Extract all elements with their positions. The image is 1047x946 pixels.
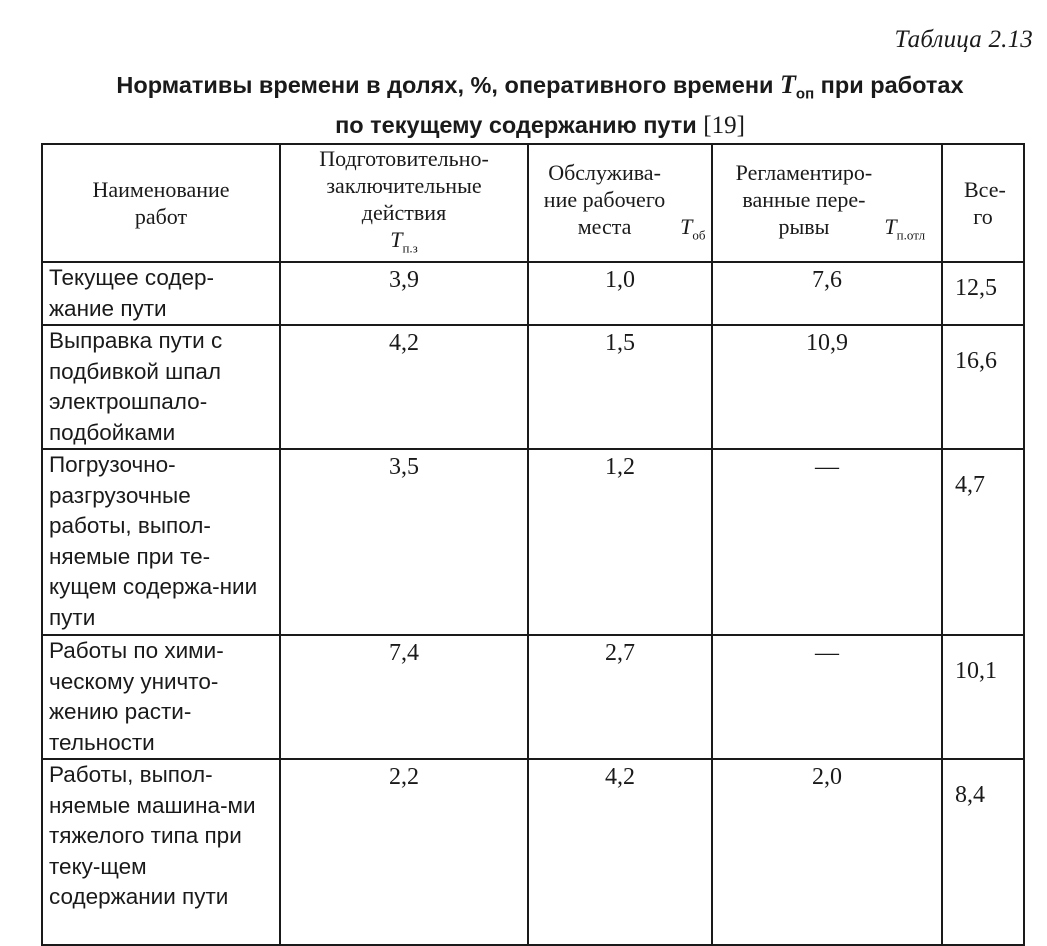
row-prep: 3,9 [280, 262, 528, 325]
row-name: Работы по хими-ческому уничто-жению расти-тельности [42, 635, 280, 759]
row-total: 4,7 [942, 449, 1024, 635]
row-reg: 2,0 [712, 759, 942, 945]
header-serv-text: Обслужива-ние рабочего места [543, 159, 666, 239]
row-name: Работы, выпол-няемые машина-ми тяжелого типа при теку-щем содержании пути [42, 759, 280, 945]
header-reg [712, 144, 942, 262]
row-reg [712, 635, 942, 759]
empty-dash: — [815, 640, 839, 667]
row-serv: 4,2 [528, 759, 712, 945]
norms-table [41, 143, 1025, 946]
row-total: 10,1 [942, 635, 1024, 759]
row-prep: 2,2 [280, 759, 528, 945]
header-total [942, 144, 1024, 262]
header-prep [280, 144, 528, 262]
header-row [42, 144, 1024, 262]
empty-dash: — [815, 454, 839, 481]
header-reg-symbol: T [884, 213, 897, 239]
table-row [42, 449, 1024, 635]
row-prep: 4,2 [280, 325, 528, 449]
row-serv: 1,5 [528, 325, 712, 449]
header-prep-sub: п.з [402, 240, 418, 256]
header-reg-text: Регламентиро-ванные пере-рывы [735, 159, 873, 239]
table-number: Таблица 2.13 [894, 26, 1033, 53]
header-serv [528, 144, 712, 262]
row-reg: 10,9 [712, 325, 942, 449]
row-prep: 7,4 [280, 635, 528, 759]
table-row [42, 635, 1024, 759]
header-serv-symbol: T [680, 213, 693, 239]
caption-math-subscript: оп [795, 85, 815, 103]
table-caption [60, 70, 1020, 141]
row-serv: 1,2 [528, 449, 712, 635]
caption-text-2: при работах [814, 72, 964, 98]
header-serv-sub: об [692, 226, 706, 242]
row-name: Погрузочно-разгрузочные работы, выпол-няемые при те-кущем содержа-нии пути [42, 449, 280, 635]
header-prep-text: Подготовительно-заключительные действия [319, 146, 489, 225]
table-row [42, 759, 1024, 945]
header-total-text: Все-го [964, 177, 1006, 230]
caption-text-1: Нормативы времени в долях, %, оперативного времени [116, 72, 781, 98]
header-reg-sub: п.отл [896, 226, 926, 242]
header-name-text: Наименование работ [92, 177, 230, 230]
row-serv: 1,0 [528, 262, 712, 325]
row-reg [712, 449, 942, 635]
caption-reference: [19] [703, 111, 745, 139]
row-total: 8,4 [942, 759, 1024, 945]
row-total: 12,5 [942, 262, 1024, 325]
row-name: Выправка пути с подбивкой шпал электрошпало-подбойками [42, 325, 280, 449]
row-total: 16,6 [942, 325, 1024, 449]
row-reg: 7,6 [712, 262, 942, 325]
table-row [42, 262, 1024, 325]
row-serv: 2,7 [528, 635, 712, 759]
row-prep: 3,5 [280, 449, 528, 635]
row-name: Текущее содер-жание пути [42, 262, 280, 325]
header-name [42, 144, 280, 262]
caption-math-symbol: T [780, 70, 796, 99]
table-row [42, 325, 1024, 449]
caption-text-3: по текущему содержанию пути [335, 111, 704, 138]
header-prep-symbol: T [390, 227, 403, 252]
